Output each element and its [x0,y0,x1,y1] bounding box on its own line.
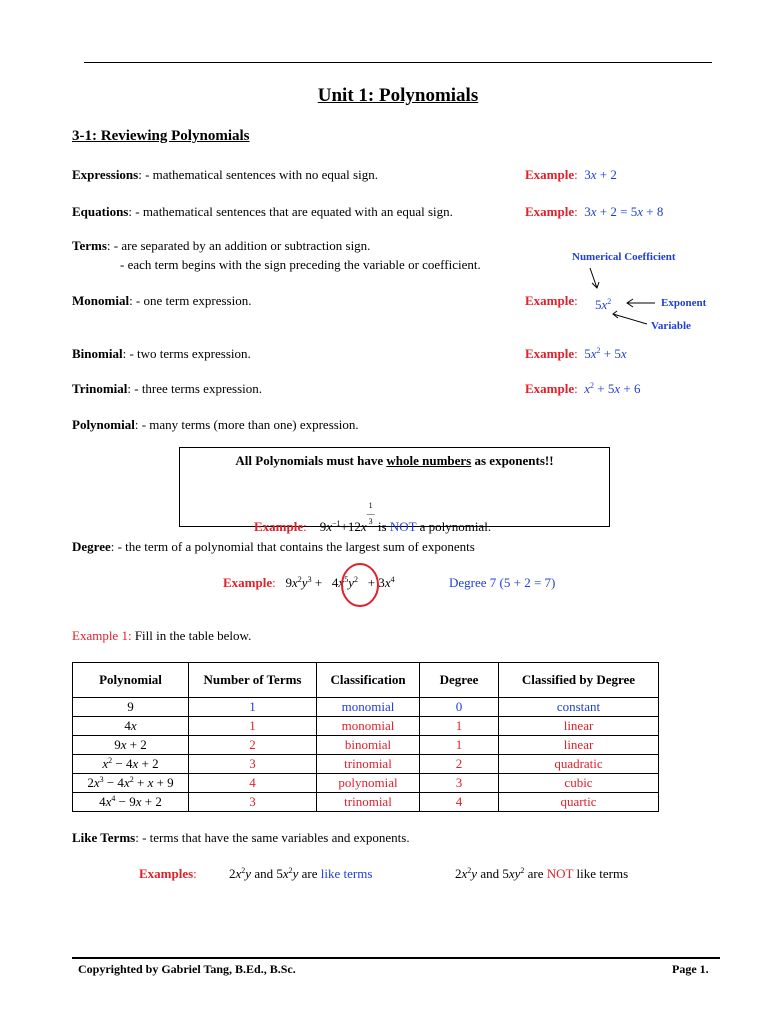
not-like-terms-example: $2x^2y$ and $5xy^2$ are NOT like terms [455,866,629,881]
table-row [73,717,659,736]
def-polynomial: Polynomial: - many terms (more than one) expression. [72,417,359,432]
term-monomial: Monomial [72,293,130,308]
example-monomial: Example: [525,293,578,308]
section-heading: 3-1: Reviewing Polynomials [72,128,250,144]
cell-polynomial: $x^2 - 4x + 2$ [73,755,189,774]
term-binomial: Binomial [72,346,123,361]
def-terms: Terms: - are separated by an addition or subtraction sign. [72,238,371,253]
def-binomial: Binomial: - two terms expression. [72,346,251,361]
cell-by-degree: quartic [499,793,659,812]
box-heading: All Polynomials must have whole numbers as exponents!! [235,453,554,468]
box-example: Example: $9x^{-1}+12x^{1 — 3}$ is NOT a polynomial. [254,501,492,534]
term-equations: Equations [72,204,129,219]
example-expressions: Example: 3x + 2 [525,167,617,182]
example-equations: Example: 3x + 2 = 5x + 8 [525,204,664,219]
table-row [73,755,659,774]
header-degree: Degree [420,663,499,698]
term-like-terms: Like Terms [72,830,136,845]
header-classification: Classification [317,663,420,698]
cell-by-degree: linear [499,736,659,755]
footer-page-number: Page 1. [672,962,709,976]
cell-terms: 3 [189,755,317,774]
cell-degree: 4 [420,793,499,812]
table-row [73,774,659,793]
header-polynomial: Polynomial [73,663,189,698]
polynomial-table [72,662,659,812]
cell-degree: 1 [420,736,499,755]
cell-by-degree: constant [499,698,659,717]
cell-by-degree: quadratic [499,755,659,774]
table-row [73,793,659,812]
cell-by-degree: cubic [499,774,659,793]
header-classified-by-degree: Classified by Degree [499,663,659,698]
cell-degree: 3 [420,774,499,793]
page-title: Unit 1: Polynomials [317,85,479,106]
example-monomial-expr: $5x^2$ [595,297,612,312]
def-degree: Degree: - the term of a polynomial that contains the largest sum of exponents [72,539,475,554]
term-expressions: Expressions [72,167,139,182]
example-binomial: Example: $5x^2 + 5x$ [525,346,627,361]
like-terms-example: $2x^2y$ and $5x^2y$ are like terms [229,866,373,881]
term-polynomial: Polynomial [72,417,135,432]
table-row [73,736,659,755]
table-header-row [73,663,659,698]
footer-copyright: Copyrighted by Gabriel Tang, B.Ed., B.Sc. [78,962,296,976]
term-trinomial: Trinomial [72,381,128,396]
cell-terms: 3 [189,793,317,812]
footer-rule [72,957,720,959]
cell-classification: trinomial [317,793,420,812]
highest-degree-circle [339,562,381,608]
cell-by-degree: linear [499,717,659,736]
cell-polynomial: 4x [73,717,189,736]
annotation-numerical-coefficient: Numerical Coefficient [572,251,676,263]
table-row [73,698,659,717]
degree-result: Degree 7 (5 + 2 = 7) [449,575,556,590]
cell-polynomial: 9 [73,698,189,717]
cell-classification: monomial [317,717,420,736]
cell-terms: 1 [189,698,317,717]
cell-polynomial: $2x^3 - 4x^2 + x + 9$ [73,774,189,793]
example-degree: Example: $9x^2y^3 + 4x^5y^2 + 3x^4$ [223,575,395,590]
cell-terms: 1 [189,717,317,736]
cell-degree: 2 [420,755,499,774]
def-terms-line2: - each term begins with the sign preceding the variable or coefficient. [120,257,481,272]
annotation-variable: Variable [651,320,691,332]
cell-classification: polynomial [317,774,420,793]
cell-terms: 2 [189,736,317,755]
examples-like-terms: Examples: [139,866,197,881]
def-monomial: Monomial: - one term expression. [72,293,252,308]
annotation-exponent: Exponent [661,297,707,309]
top-rule [84,62,712,63]
cell-polynomial: $4x^4 - 9x + 2$ [73,793,189,812]
cell-degree: 1 [420,717,499,736]
example1-prompt: Example 1: Fill in the table below. [72,628,252,643]
def-expressions: Expressions: - mathematical sentences with no equal sign. [72,167,378,182]
header-number-of-terms: Number of Terms [189,663,317,698]
example-trinomial: Example: $x^2 + 5x + 6$ [525,381,641,396]
def-like-terms: Like Terms: - terms that have the same variables and exponents. [72,830,410,845]
cell-classification: trinomial [317,755,420,774]
cell-classification: monomial [317,698,420,717]
def-equations: Equations: - mathematical sentences that are equated with an equal sign. [72,204,453,219]
whole-number-box [179,447,610,534]
cell-polynomial: 9x + 2 [73,736,189,755]
def-trinomial: Trinomial: - three terms expression. [72,381,263,396]
cell-classification: binomial [317,736,420,755]
cell-terms: 4 [189,774,317,793]
term-terms: Terms [72,238,107,253]
term-degree: Degree [72,539,111,554]
cell-degree: 0 [420,698,499,717]
